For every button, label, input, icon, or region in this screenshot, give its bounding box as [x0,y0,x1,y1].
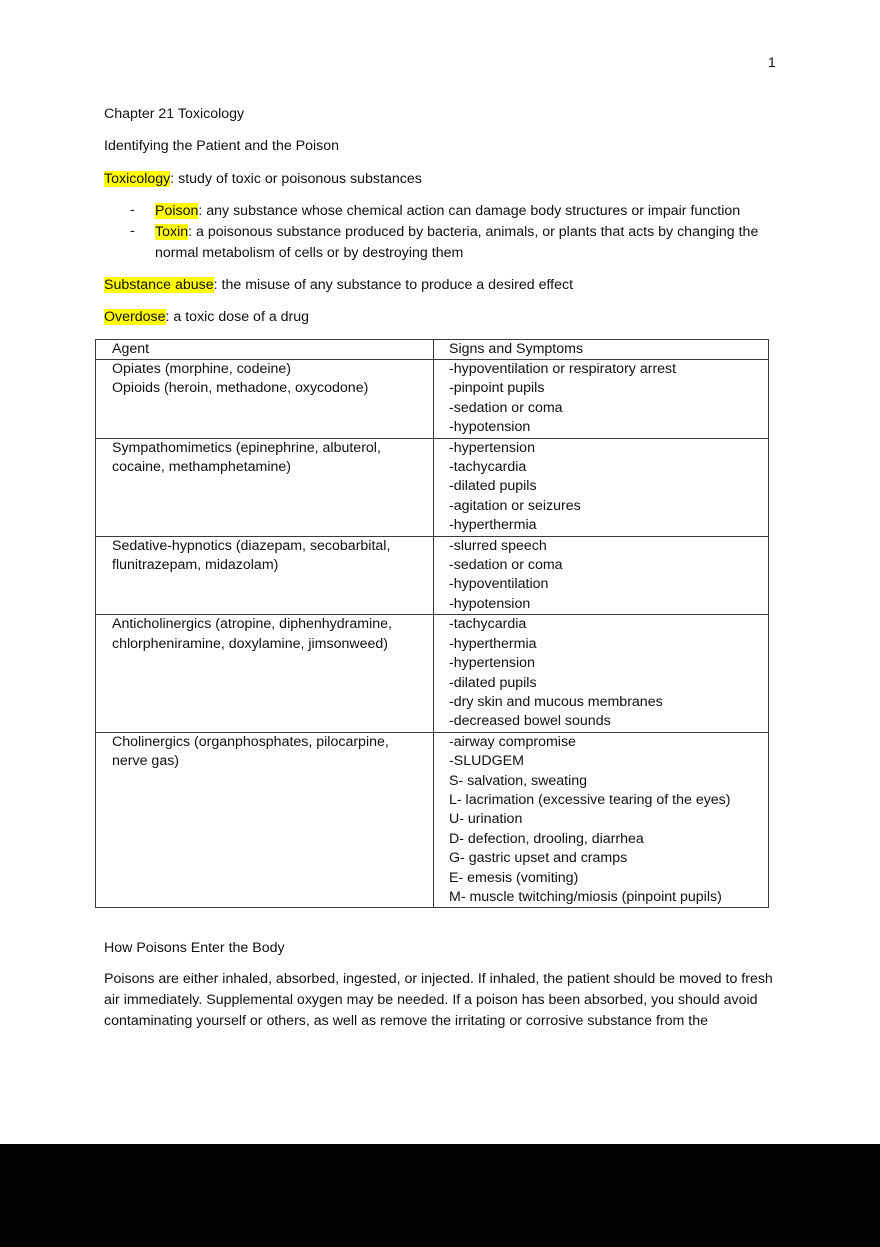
viewer-background [0,1144,880,1247]
signs-cell: -hypoventilation or respiratory arrest -pinpoint pupils -sedation or coma -hypotension [434,360,769,439]
definition-text: : study of toxic or poisonous substances [170,171,422,187]
agent-cell: Anticholinergics (atropine, diphenhydramine, chlorpheniramine, doxylamine, jimsonweed) [96,615,434,732]
section-paragraph: Poisons are either inhaled, absorbed, ingested, or injected. If inhaled, the patient should be moved to fresh air immediately. Supplemental oxygen may be needed. If a poison has been absorbed, you should avoid contaminating yourself or others, as well as remove the irritating or corrosive substance from the [104,971,773,1029]
definition-text: : a poisonous substance produced by bacteria, animals, or plants that acts by changing the [188,224,759,240]
page-number: 1 [768,54,776,70]
highlighted-term: Toxin [155,224,189,240]
signs-cell: -airway compromise -SLUDGEM S- salvation, sweating L- lacrimation (excessive tearing of the eyes) U- urination D- defection, drooling, diarrhea G- gastric upset and cramps E- emesis (vomiting) M- muscle twitching/miosis (pinpoint pupils) [434,732,769,908]
definition-toxin-continued: normal metabolism of cells or by destroying them [155,245,464,261]
chapter-title: Chapter 21 Toxicology [104,106,245,122]
agent-cell: Opiates (morphine, codeine) Opioids (heroin, methadone, oxycodone) [96,360,434,439]
definition-toxicology [104,170,422,188]
highlighted-term: Substance abuse [104,277,214,293]
header-signs-symptoms: Signs and Symptoms [434,340,769,360]
definition-overdose [104,308,309,326]
signs-cell: -slurred speech -sedation or coma -hypoventilation -hypotension [434,536,769,615]
header-agent: Agent [96,340,434,360]
section-heading-identifying: Identifying the Patient and the Poison [104,138,340,154]
definition-text: : a toxic dose of a drug [165,309,310,325]
definition-poison [155,202,740,220]
highlighted-term: Overdose [104,309,166,325]
signs-cell: -hypertension -tachycardia -dilated pupils -agitation or seizures -hyperthermia [434,438,769,536]
section-heading-how-poisons-enter: How Poisons Enter the Body [104,940,285,956]
definition-substance-abuse [104,276,573,294]
definition-toxin [155,223,758,241]
table-row [96,438,769,536]
highlighted-term: Poison [155,203,199,219]
table-header-row [96,340,769,360]
agent-cell: Cholinergics (organphosphates, pilocarpine, nerve gas) [96,732,434,908]
definition-text: : the misuse of any substance to produce a desired effect [213,277,574,293]
agent-cell: Sedative-hypnotics (diazepam, secobarbital, flunitrazepam, midazolam) [96,536,434,615]
agent-cell: Sympathomimetics (epinephrine, albuterol, cocaine, methamphetamine) [96,438,434,536]
bullet-marker: - [130,202,135,218]
definition-text: : any substance whose chemical action can damage body structures or impair function [198,203,741,219]
toxic-agents-table [95,339,769,908]
table-row [96,536,769,615]
table-row [96,615,769,732]
bullet-marker: - [130,223,135,239]
table-row [96,732,769,908]
signs-cell: -tachycardia -hyperthermia -hypertension -dilated pupils -dry skin and mucous membranes -decreased bowel sounds [434,615,769,732]
highlighted-term: Toxicology [104,171,171,187]
table-row [96,360,769,439]
